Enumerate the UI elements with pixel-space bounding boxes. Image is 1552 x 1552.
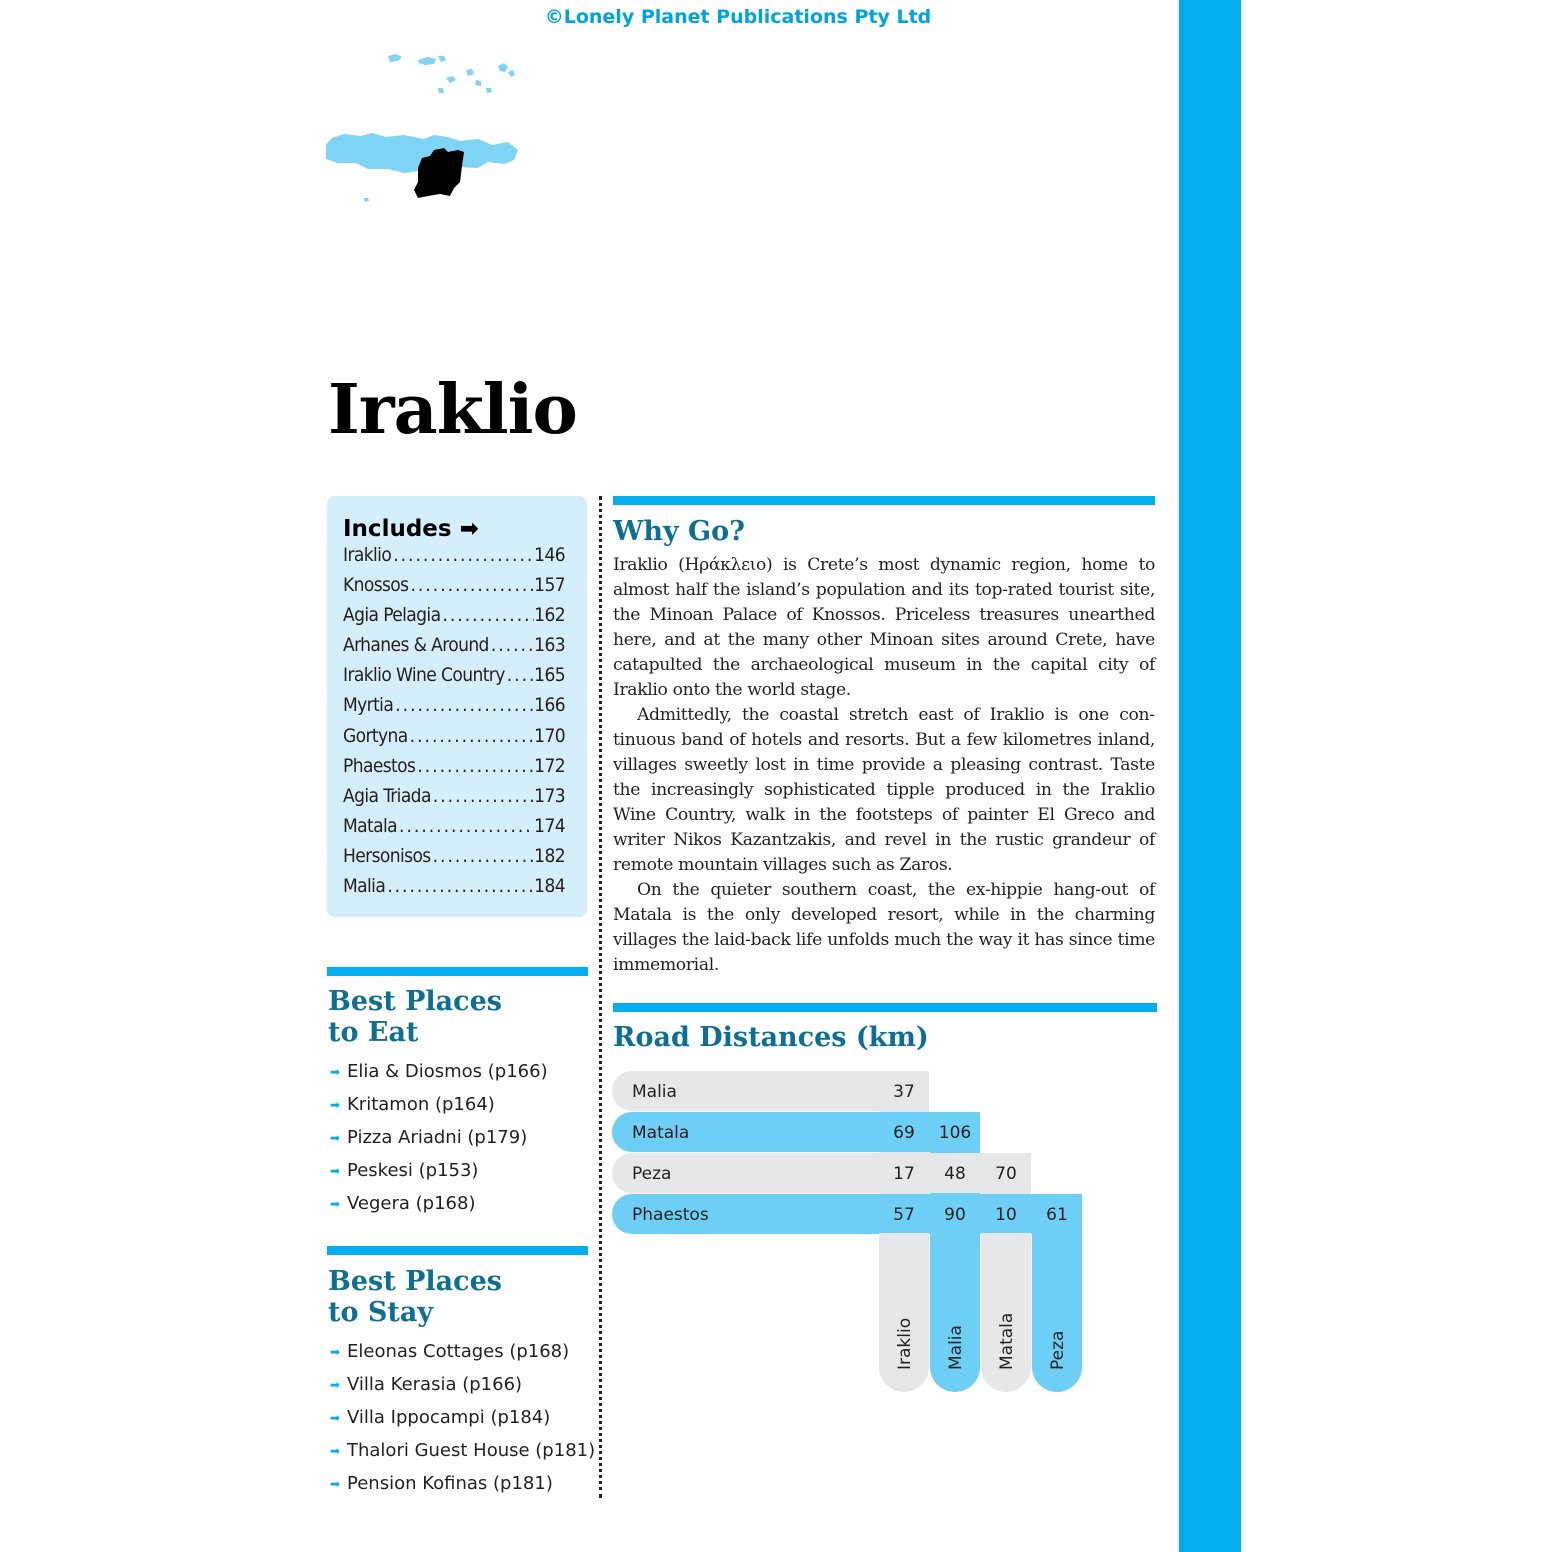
includes-item-name: Iraklio Wine Country [343,664,505,687]
place-list-item [330,1434,595,1467]
place-name: Eleonas Cottages (p168) [347,1341,570,1362]
arrow-icon: ➡ [330,1163,341,1178]
place-name: Kritamon (p164) [347,1094,495,1115]
leader-dots [489,634,534,656]
includes-item-name: Gortyna [343,724,408,747]
leader-dots [505,664,534,686]
includes-item-name: Iraklio [343,544,392,566]
includes-item-name: Matala [343,814,398,837]
includes-item-name: Arhanes & Around [343,634,489,657]
includes-heading: Includes ➡ [343,516,479,542]
distance-value: 37 [893,1082,915,1102]
distance-column-join [1032,1233,1082,1239]
section-rule-why-go [613,496,1155,505]
includes-item-page: 165 [534,664,565,687]
road-distances-title: Road Distances (km) [613,1022,929,1053]
includes-item-name: Myrtia [343,694,394,717]
distance-value: 106 [938,1123,972,1143]
includes-item [343,785,565,815]
place-list-item [330,1088,548,1121]
best-stay-title [328,1266,502,1328]
place-name: Thalori Guest House (p181) [347,1440,596,1461]
distance-value: 69 [893,1123,915,1143]
arrow-icon: ➡ [330,1064,341,1079]
includes-item-page: 182 [534,844,565,867]
leader-dots [393,694,534,716]
why-go-paragraph: Iraklio (Ηράκλειο) is Crete’s most dynamic region, home to almost half the island’s population and its top-rated tourist site, the Minoan Palace of Knossos. Priceless treasures unearthed here, and at the many other Minoan sites around Crete, have catapulted the archaeological museum in the capital city of Iraklio onto the world stage. [613,555,1155,700]
includes-item [343,875,565,905]
arrow-icon: ➡ [330,1377,341,1392]
includes-item-page: 184 [534,875,565,898]
distance-value: 17 [893,1164,915,1184]
place-list-item [330,1121,548,1154]
includes-item-name: Agia Pelagia [343,604,441,627]
place-list-item [330,1335,595,1368]
arrow-icon: ➡ [330,1344,341,1359]
arrow-icon: ➡ [330,1443,341,1458]
section-rule-stay [327,1246,588,1255]
includes-item [343,845,565,875]
why-go-body [613,553,1155,978]
distance-row-label: Malia [632,1082,677,1102]
section-rule-road-distances [613,1003,1157,1012]
distance-value: 70 [995,1164,1017,1184]
distance-row-label: Peza [632,1164,672,1184]
includes-item-page: 162 [534,604,565,627]
arrow-icon: ➡ [330,1410,341,1425]
includes-item-page: 157 [534,574,565,597]
includes-item-name: Malia [343,875,386,898]
place-name: Villa Kerasia (p166) [347,1374,523,1395]
best-eat-title-line2: to Eat [328,1017,419,1048]
includes-box [327,496,587,917]
best-stay-title-line1: Best Places [328,1266,502,1297]
best-eat-list [330,1055,548,1220]
includes-item [343,664,565,694]
includes-item-page: 172 [534,754,565,777]
arrow-icon: ➡ [330,1130,341,1145]
place-list-item [330,1467,595,1500]
road-distance-table [612,1065,1092,1395]
includes-item [343,574,565,604]
includes-item [343,634,565,664]
section-rule-eat [327,967,588,976]
best-eat-title [328,986,502,1048]
includes-item-page: 146 [534,544,565,566]
includes-item-name: Hersonisos [343,844,431,867]
includes-item-name: Agia Triada [343,784,431,807]
includes-list [343,544,587,905]
place-list-item [330,1401,595,1434]
distance-column-label: Matala [997,1312,1017,1370]
best-stay-title-line2: to Stay [328,1297,434,1328]
distance-value: 10 [995,1205,1017,1225]
includes-item [343,544,565,574]
arrow-icon: ➡ [330,1476,341,1491]
place-list-item [330,1187,548,1220]
place-name: Elia & Diosmos (p166) [347,1061,548,1082]
best-stay-list [330,1335,595,1500]
why-go-paragraph: On the quieter southern coast, the ex-hippie hang-out of Matala is the only developed resort, while in the charming villages the laid-back life unfolds much the way it has since time immemorial. [613,880,1155,975]
includes-item-page: 166 [534,694,565,717]
place-list-item [330,1154,548,1187]
includes-item-page: 174 [534,814,565,837]
distance-row-label: Phaestos [632,1205,709,1225]
distance-column-join [930,1233,980,1239]
includes-item [343,694,565,724]
distance-value: 48 [944,1164,966,1184]
best-eat-title-line1: Best Places [328,986,502,1017]
why-go-paragraph: Admittedly, the coastal stretch east of Iraklio is one continuous band of hotels and resorts. But a few kilometres inland, villages sweetly lost in time provide a pleasing contrast. Taste the increasingly sophisticated tipple produced in the Iraklio Wine Country, walk in the footsteps of painter El Greco and writer Nikos Kazantzakis, and revel in the rustic grandeur of remote mountain villages such as Zaros. [613,705,1155,875]
place-name: Pizza Ariadni (p179) [347,1127,528,1148]
includes-item [343,725,565,755]
place-name: Villa Ippocampi (p184) [347,1407,551,1428]
distance-column-join [981,1233,1031,1239]
includes-item-name: Phaestos [343,754,416,777]
page-edge-band [1179,0,1241,1552]
leader-dots [408,574,534,596]
includes-item [343,815,565,845]
distance-row-band [612,1153,1031,1193]
place-list-item [330,1368,595,1401]
includes-item [343,604,565,634]
distance-column-join [879,1233,929,1239]
leader-dots [385,875,534,897]
leader-dots [440,604,534,626]
leader-dots [431,785,534,807]
leader-dots [391,544,534,566]
distance-column-label: Iraklio [895,1317,915,1370]
leader-dots [408,725,535,747]
includes-item-page: 170 [534,724,565,747]
place-name: Peskesi (p153) [347,1160,479,1181]
leader-dots [431,845,535,867]
distance-row-label: Matala [632,1123,690,1143]
distance-value: 61 [1046,1205,1068,1225]
leader-dots [415,755,534,777]
distance-value: 57 [893,1205,915,1225]
arrow-icon: ➡ [330,1097,341,1112]
locator-map [326,48,526,213]
place-name: Pension Kofinas (p181) [347,1473,553,1494]
place-name: Vegera (p168) [347,1193,476,1214]
distance-value: 90 [944,1205,966,1225]
includes-item-page: 173 [534,784,565,807]
place-list-item [330,1055,548,1088]
includes-item-name: Knossos [343,574,409,597]
copyright-notice: ©Lonely Planet Publications Pty Ltd [544,6,932,28]
column-divider [599,496,602,1498]
includes-item-page: 163 [534,634,565,657]
distance-column-label: Malia [946,1325,966,1370]
leader-dots [397,815,534,837]
why-go-title: Why Go? [613,516,745,547]
page-title: Iraklio [328,370,577,450]
arrow-icon: ➡ [330,1196,341,1211]
distance-column-label: Peza [1048,1330,1068,1370]
includes-item [343,755,565,785]
